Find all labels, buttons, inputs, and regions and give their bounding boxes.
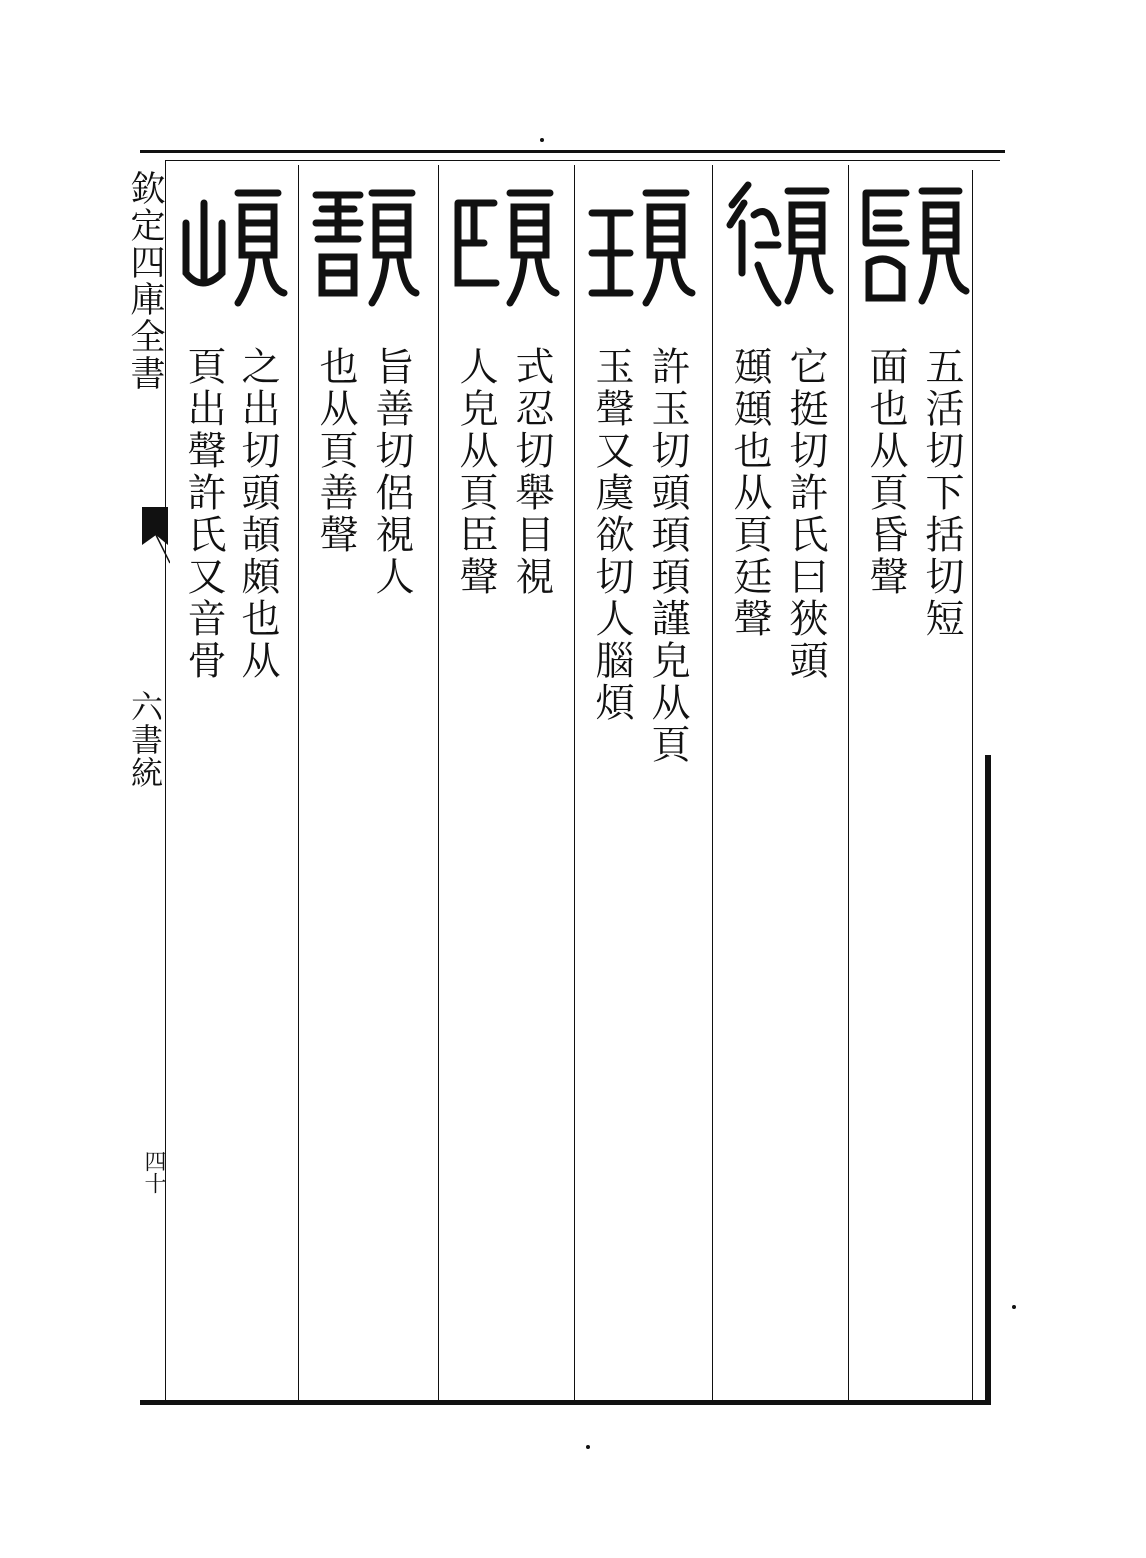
frame-top-border bbox=[140, 150, 1005, 153]
annotation-line: 人皃从頁臣聲 bbox=[453, 346, 498, 598]
frame-top-inner-border bbox=[165, 160, 1000, 161]
annotation-line: 頁出聲許氏又音骨 bbox=[181, 346, 226, 682]
seal-character-4-icon bbox=[438, 168, 568, 318]
ink-speck bbox=[586, 1445, 590, 1449]
annotation-line: 五活切下括切短 bbox=[919, 346, 964, 640]
annotation-line: 式忍切舉目視 bbox=[509, 346, 554, 598]
entry-column bbox=[298, 168, 428, 1393]
ink-speck bbox=[1012, 1305, 1016, 1309]
annotation-line: 許玉切頭頊頊謹皃从頁 bbox=[645, 346, 690, 766]
entry-column bbox=[848, 168, 978, 1393]
book-title: 六書統 bbox=[126, 690, 164, 789]
annotation-line: 也从頁善聲 bbox=[313, 346, 358, 556]
seal-character-3-icon bbox=[574, 168, 704, 318]
frame-bottom-border bbox=[140, 1400, 985, 1405]
annotation-line: 旨善切侶視人 bbox=[369, 346, 414, 598]
seal-character-6-icon bbox=[166, 168, 296, 318]
entry-column bbox=[712, 168, 842, 1393]
annotation-line: 它挺切許氏曰狹頭 bbox=[783, 346, 828, 682]
annotation-line: 玉聲又虞欲切人腦煩 bbox=[589, 346, 634, 724]
seal-character-1-icon bbox=[848, 168, 978, 318]
seal-character-5-icon bbox=[298, 168, 428, 318]
page-number: 四十 bbox=[141, 1150, 166, 1194]
annotation-line: 面也从頁昏聲 bbox=[863, 346, 908, 598]
annotation-line: 頲頲也从頁廷聲 bbox=[727, 346, 772, 640]
frame-right-border bbox=[985, 755, 991, 1405]
seal-character-2-icon bbox=[712, 168, 842, 318]
ink-speck bbox=[540, 138, 544, 142]
entry-column bbox=[166, 168, 296, 1393]
entry-column bbox=[574, 168, 704, 1393]
collection-title: 欽定四庫全書 bbox=[125, 170, 165, 392]
annotation-line: 之出切頭頡頗也从 bbox=[235, 346, 280, 682]
entry-column bbox=[438, 168, 568, 1393]
